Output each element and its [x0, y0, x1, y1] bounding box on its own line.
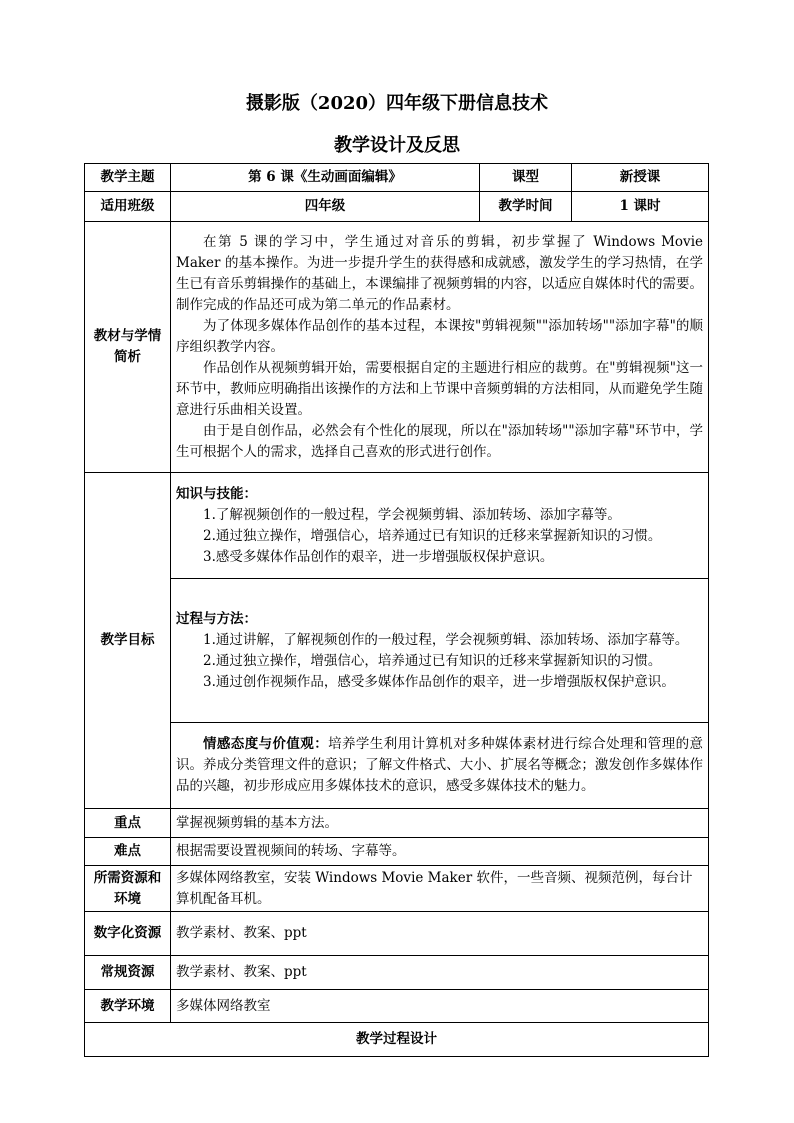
- difficulty-row: [85, 838, 709, 866]
- knowledge-item: 1.了解视频创作的一般过程，学会视频剪辑、添加转场、添加字幕等。: [203, 506, 621, 523]
- analysis-paragraph: 作品创作从视频剪辑开始，需要根据自定的主题进行相应的裁剪。在"剪辑视频"这一环节中，教师应明确指出该操作的方法和上节课中音频剪辑的方法相同，从而避免学生随意进行乐曲相关设置。: [176, 359, 703, 418]
- document-title: 摄影版（2020）四年级下册信息技术: [245, 93, 549, 114]
- process-item: 3.通过创作视频作品，感受多媒体作品创作的艰辛，进一步增强版权保护意识。: [203, 673, 675, 690]
- topic-value: 第 6 课《生动画面编辑》: [171, 164, 480, 192]
- key-point-row: [85, 809, 709, 838]
- grade-value: 四年级: [171, 192, 480, 222]
- digital-resources-label: 数字化资源: [85, 912, 171, 956]
- difficulty-value: 根据需要设置视频间的转场、字幕等。: [171, 838, 709, 866]
- environment-label: 教学环境: [85, 990, 171, 1023]
- analysis-paragraph: 在第 5 课的学习中，学生通过对音乐的剪辑，初步掌握了 Windows Movie Maker 的基本操作。为进一步提升学生的获得感和成就感，激发学生的学习热情，在学生已有音乐剪辑操作的基础上，本课编排了视频剪辑的内容，以适应自媒体时代的需要。制作完成的作品还可成为第二单元的作品素材。: [176, 233, 703, 313]
- topic-row: [85, 164, 709, 192]
- knowledge-heading: 知识与技能：: [176, 485, 257, 502]
- document-subtitle: 教学设计及反思: [334, 135, 460, 156]
- goals-knowledge-row: [85, 473, 709, 579]
- analysis-content: [171, 222, 709, 473]
- regular-resources-value: 教学素材、教案、ppt: [171, 956, 709, 990]
- difficulty-label: 难点: [85, 838, 171, 866]
- process-item: 2.通过独立操作，增强信心，培养通过已有知识的迁移来掌握新知识的习惯。: [203, 652, 662, 669]
- key-point-value: 掌握视频剪辑的基本方法。: [171, 809, 709, 838]
- analysis-paragraph: 由于是自创作品，必然会有个性化的展现，所以在"添加转场""添加字幕"环节中，学生可根据个人的需求，选择自己喜欢的形式进行创作。: [176, 422, 703, 460]
- grade-label: 适用班级: [85, 192, 171, 222]
- emotion-goals: [171, 723, 709, 809]
- teaching-time-label: 教学时间: [480, 192, 572, 222]
- resources-label: 所需资源和环境: [85, 866, 171, 912]
- analysis-label: 教材与学情简析: [85, 222, 171, 473]
- key-point-label: 重点: [85, 809, 171, 838]
- regular-resources-row: [85, 956, 709, 990]
- grade-row: [85, 192, 709, 222]
- goals-emotion-row: [85, 723, 709, 809]
- process-item: 1.通过讲解，了解视频创作的一般过程，学会视频剪辑、添加转场、添加字幕等。: [203, 631, 689, 648]
- analysis-row: [85, 222, 709, 473]
- emotion-paragraph: [176, 734, 703, 797]
- environment-row: [85, 990, 709, 1023]
- topic-label: 教学主题: [85, 164, 171, 192]
- resources-row: [85, 866, 709, 912]
- process-design-row: [85, 1023, 709, 1057]
- emotion-heading: 情感态度与价值观：: [203, 736, 329, 752]
- process-goals: [171, 579, 709, 723]
- digital-resources-value: 教学素材、教案、ppt: [171, 912, 709, 956]
- goals-label: 教学目标: [85, 473, 171, 809]
- digital-resources-row: [85, 912, 709, 956]
- resources-value: 多媒体网络教室，安装 Windows Movie Maker 软件，一些音频、视频范例，每台计算机配备耳机。: [171, 866, 709, 912]
- lesson-plan-table: [84, 163, 709, 1057]
- knowledge-item: 3.感受多媒体作品创作的艰辛，进一步增强版权保护意识。: [203, 548, 554, 565]
- process-design-heading: 教学过程设计: [85, 1023, 709, 1057]
- process-heading: 过程与方法：: [176, 610, 257, 627]
- teaching-time-value: 1 课时: [572, 192, 709, 222]
- knowledge-goals: [171, 473, 709, 579]
- emotion-text: 培养学生利用计算机对多种媒体素材进行综合处理和管理的意识。养成分类管理文件的意识；了解文件格式、大小、扩展名等概念；激发创作多媒体作品的兴趣，初步形成应用多媒体技术的意识，感受多媒体技术的魅力。: [176, 736, 704, 794]
- regular-resources-label: 常规资源: [85, 956, 171, 990]
- knowledge-item: 2.通过独立操作，增强信心，培养通过已有知识的迁移来掌握新知识的习惯。: [203, 527, 662, 544]
- goals-process-row: [85, 579, 709, 723]
- analysis-paragraph: 为了体现多媒体作品创作的基本过程，本课按"剪辑视频""添加转场""添加字幕"的顺序组织教学内容。: [176, 317, 703, 355]
- lesson-type-label: 课型: [480, 164, 572, 192]
- environment-value: 多媒体网络教室: [171, 990, 709, 1023]
- lesson-type-value: 新授课: [572, 164, 709, 192]
